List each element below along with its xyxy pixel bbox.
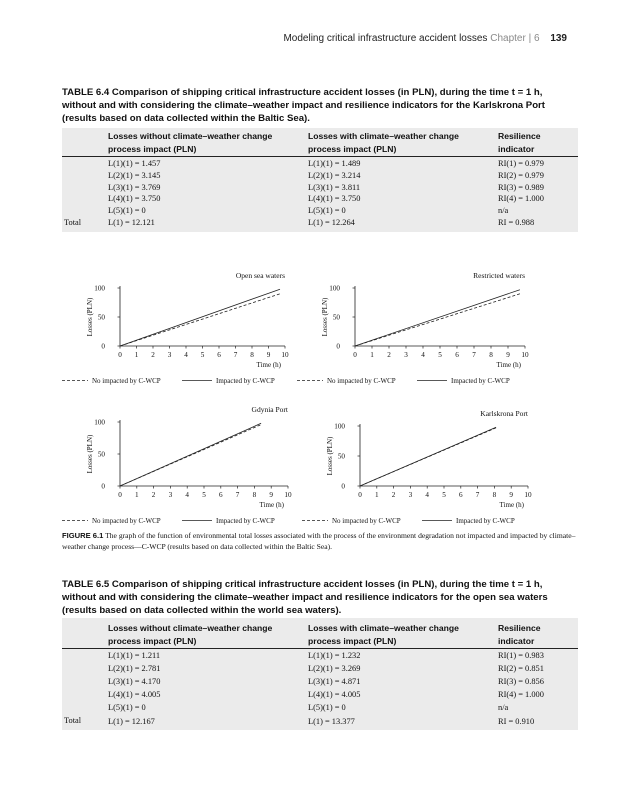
y-tick-label: 100 xyxy=(334,422,345,431)
table-cell: L(1)(1) = 1.211 xyxy=(108,651,161,660)
y-tick-label: 100 xyxy=(329,284,340,293)
table-cell: RI = 0.910 xyxy=(498,716,535,726)
table-cell: L(3)(1) = 4.871 xyxy=(308,677,361,687)
x-tick-label: 5 xyxy=(442,491,446,499)
x-tick-label: 8 xyxy=(252,491,257,499)
table-cell: L(1) = 13.377 xyxy=(308,716,355,726)
chart-title: Open sea waters xyxy=(235,271,285,280)
figure-6-1-caption xyxy=(62,531,577,552)
x-tick-label: 6 xyxy=(455,351,459,359)
table-cell: RI(3) = 0.989 xyxy=(498,182,544,192)
table-cell: L(5)(1) = 0 xyxy=(108,206,146,216)
y-tick-label: 50 xyxy=(97,450,105,459)
table-cell: L(1)(1) = 1.232 xyxy=(308,651,361,660)
table-cell: L(4)(1) = 3.750 xyxy=(308,194,361,204)
running-head-title: Modeling critical infrastructure accident losses xyxy=(283,33,488,44)
table-cell: n/a xyxy=(498,206,509,216)
x-tick-label: 2 xyxy=(387,351,391,359)
table-cell: L(2)(1) = 3.145 xyxy=(108,170,161,180)
x-tick-label: 6 xyxy=(219,491,223,499)
x-tick-label: 8 xyxy=(489,351,493,359)
y-axis-label: Losses (PLN) xyxy=(326,436,334,476)
x-tick-label: 4 xyxy=(184,351,188,359)
x-tick-label: 10 xyxy=(281,351,289,359)
x-tick-label: 4 xyxy=(425,491,429,499)
x-tick-label: 2 xyxy=(151,491,156,499)
table-cell: L(4)(1) = 4.005 xyxy=(308,690,361,700)
table-cell: L(1)(1) = 1.489 xyxy=(308,159,361,168)
legend-label: Impacted by C-WCP xyxy=(456,517,515,525)
table-6-5-header-col2: Losses with climate–weather change process impact (PLN) xyxy=(308,623,459,646)
table-cell: n/a xyxy=(498,703,509,713)
x-tick-label: 3 xyxy=(168,491,173,499)
x-tick-label: 10 xyxy=(284,491,292,499)
x-tick-label: 4 xyxy=(185,491,189,499)
table-cell: L(2)(1) = 3.214 xyxy=(308,170,361,180)
series-line-impacted xyxy=(355,290,520,346)
legend-label: No impacted by C-WCP xyxy=(327,377,396,385)
chapter-number: 6 xyxy=(533,33,540,44)
x-axis-label: Time (h) xyxy=(256,361,281,369)
table-cell: L(5)(1) = 0 xyxy=(108,703,146,713)
x-tick-label: 7 xyxy=(235,491,240,499)
y-axis-label: Losses (PLN) xyxy=(86,434,94,474)
x-tick-label: 4 xyxy=(421,351,425,359)
figure-caption-label: FIGURE 6.1 xyxy=(62,531,104,540)
table-6-5-rule xyxy=(62,648,578,649)
x-tick-label: 1 xyxy=(370,351,374,359)
table-cell: L(2)(1) = 2.781 xyxy=(108,664,161,674)
table-cell: RI(2) = 0.851 xyxy=(498,664,544,674)
table-cell: L(1) = 12.264 xyxy=(308,218,355,227)
chapter-word: Chapter xyxy=(490,33,526,44)
table-6-5-header-col3: Resilience indicator xyxy=(498,623,541,646)
chart-title: Gdynia Port xyxy=(251,405,288,414)
y-tick-label: 50 xyxy=(337,452,345,461)
x-tick-label: 1 xyxy=(375,491,379,499)
table-cell: RI(2) = 0.979 xyxy=(498,170,544,180)
series-line-impacted xyxy=(120,423,261,486)
legend-label: Impacted by C-WCP xyxy=(216,517,275,525)
figure-6-1 xyxy=(0,268,625,528)
table-6-4-rule xyxy=(62,156,578,157)
x-tick-label: 9 xyxy=(269,491,273,499)
x-tick-label: 2 xyxy=(391,491,396,499)
table-6-5-caption: TABLE 6.5 Comparison of shipping critical infrastructure accident losses (in PLN), during the time t = 1 h, without and with considering the climate–weather impact and resilience indicators for the open sea waters (results based on data collected within the world sea waters). xyxy=(62,579,548,616)
table-6-5 xyxy=(62,618,578,730)
table-cell: L(1)(1) = 1.457 xyxy=(108,159,161,168)
table-cell: L(3)(1) = 4.170 xyxy=(108,677,161,687)
table-cell: RI(1) = 0.983 xyxy=(498,651,544,660)
table-cell: L(4)(1) = 3.750 xyxy=(108,194,161,204)
table-cell: L(2)(1) = 3.269 xyxy=(308,664,361,674)
y-tick-label: 100 xyxy=(94,284,105,293)
y-tick-label: 50 xyxy=(97,313,105,322)
y-tick-label: 0 xyxy=(101,342,105,351)
x-tick-label: 8 xyxy=(250,351,254,359)
x-tick-label: 1 xyxy=(135,491,139,499)
series-line-impacted xyxy=(120,289,280,346)
legend-label: Impacted by C-WCP xyxy=(216,377,275,385)
x-axis-label: Time (h) xyxy=(496,361,521,369)
table-cell: RI = 0.988 xyxy=(498,218,535,227)
legend-label: No impacted by C-WCP xyxy=(92,517,161,525)
series-line-no-impact xyxy=(355,294,520,346)
x-axis-label: Time (h) xyxy=(499,501,524,509)
table-cell: RI(4) = 1.000 xyxy=(498,194,544,204)
x-tick-label: 9 xyxy=(266,351,271,359)
x-tick-label: 7 xyxy=(233,351,238,359)
legend-label: No impacted by C-WCP xyxy=(92,377,161,385)
y-tick-label: 0 xyxy=(336,342,340,351)
table-cell: L(5)(1) = 0 xyxy=(308,703,346,713)
x-tick-label: 0 xyxy=(118,351,122,359)
series-line-no-impact xyxy=(120,294,280,346)
table-6-4-header-col1: Losses without climate–weather change process impact (PLN) xyxy=(108,131,273,154)
running-head xyxy=(283,33,567,44)
table-cell: L(1) = 12.167 xyxy=(108,716,155,726)
table-cell: L(3)(1) = 3.811 xyxy=(308,182,361,192)
legend-label: Impacted by C-WCP xyxy=(451,377,510,385)
x-tick-label: 3 xyxy=(404,351,408,359)
x-tick-label: 10 xyxy=(521,351,529,359)
x-tick-label: 0 xyxy=(358,491,362,499)
x-tick-label: 0 xyxy=(353,351,357,359)
x-tick-label: 5 xyxy=(438,351,442,359)
x-tick-label: 0 xyxy=(118,491,122,499)
y-tick-label: 100 xyxy=(94,418,105,427)
table-6-5-header-col1: Losses without climate–weather change process impact (PLN) xyxy=(108,623,273,646)
y-axis-label: Losses (PLN) xyxy=(321,297,329,337)
table-6-4-caption: TABLE 6.4 Comparison of shipping critical infrastructure accident losses (in PLN), during the time t = 1 h, without and with considering the climate–weather impact and resilience indicators for the Karlskrona Port (results based on data collected within the Baltic Sea). xyxy=(62,87,545,124)
table-6-4-total-label: Total xyxy=(64,218,82,227)
x-tick-label: 5 xyxy=(200,351,205,359)
legend-label: No impacted by C-WCP xyxy=(332,517,401,525)
x-tick-label: 3 xyxy=(167,351,172,359)
y-tick-label: 50 xyxy=(332,313,340,322)
x-axis-label: Time (h) xyxy=(259,501,284,509)
table-cell: RI(3) = 0.856 xyxy=(498,677,544,687)
x-tick-label: 6 xyxy=(459,491,463,499)
x-tick-label: 7 xyxy=(472,351,476,359)
x-tick-label: 3 xyxy=(408,491,413,499)
table-6-5-total-label: Total xyxy=(64,716,82,725)
table-cell: L(3)(1) = 3.769 xyxy=(108,182,161,192)
table-cell: L(1) = 12.121 xyxy=(108,218,155,227)
x-tick-label: 10 xyxy=(524,491,532,499)
x-tick-label: 2 xyxy=(151,351,155,359)
chapter-separator: | xyxy=(528,33,532,44)
chart-title: Restricted waters xyxy=(473,271,525,280)
x-tick-label: 1 xyxy=(134,351,139,359)
table-6-4-header-col2: Losses with climate–weather change process impact (PLN) xyxy=(308,131,459,154)
x-tick-label: 5 xyxy=(202,491,206,499)
table-cell: L(5)(1) = 0 xyxy=(308,206,346,216)
page-number: 139 xyxy=(550,33,567,44)
x-tick-label: 6 xyxy=(217,351,221,359)
y-axis-label: Losses (PLN) xyxy=(86,297,94,337)
chart-title: Karlskrona Port xyxy=(480,409,528,418)
table-6-4 xyxy=(62,128,578,232)
x-tick-label: 8 xyxy=(492,491,497,499)
y-tick-label: 0 xyxy=(101,482,105,491)
x-tick-label: 7 xyxy=(475,491,480,499)
figure-caption-text: The graph of the function of environmental total losses associated with the process of the environment degradation not impacted and impacted by climate–weather change process—C-WCP (results based on data collected within the Baltic Sea). xyxy=(62,531,576,551)
table-cell: RI(1) = 0.979 xyxy=(498,159,544,168)
x-tick-label: 9 xyxy=(506,351,510,359)
y-tick-label: 0 xyxy=(341,482,345,491)
table-6-4-header-col3: Resilience indicator xyxy=(498,131,541,154)
table-cell: L(4)(1) = 4.005 xyxy=(108,690,161,700)
table-cell: RI(4) = 1.000 xyxy=(498,690,544,700)
x-tick-label: 9 xyxy=(509,491,513,499)
series-line-impacted xyxy=(360,427,496,486)
